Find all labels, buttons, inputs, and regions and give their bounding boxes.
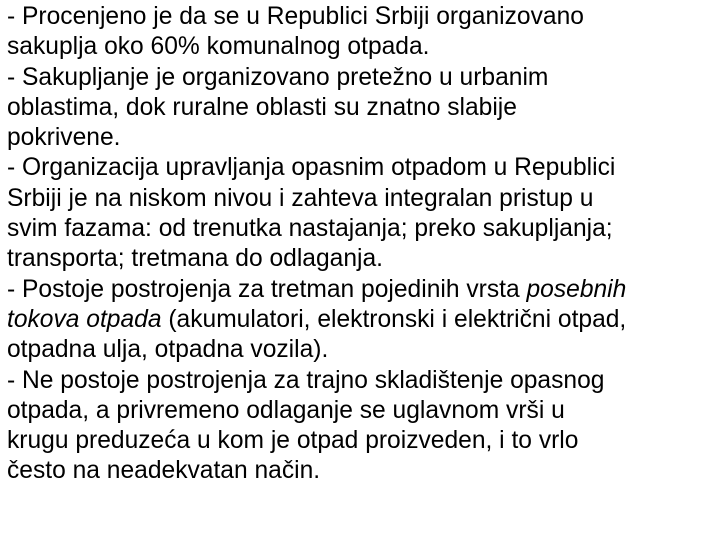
paragraph-hazardous-waste [7, 153, 719, 274]
paragraph-storage [7, 366, 719, 487]
text-line: često na neadekvatan način. [7, 457, 321, 485]
text-line: - Organizacija upravljanja opasnim otpadom u Republici [7, 154, 616, 182]
text-line: - Ne postoje postrojenja za trajno skladištenje opasnog [7, 366, 605, 394]
text-line: krugu preduzeća u kom je otpad proizveden, i to vrlo [7, 427, 579, 455]
text-line: otpadna ulja, otpadna vozila). [7, 336, 329, 364]
text-line: - Procenjeno je da se u Republici Srbiji organizovano [7, 3, 584, 30]
italic-term: posebnih [526, 275, 627, 303]
text-segment: - Postoje postrojenja za tretman pojedinih vrsta [7, 275, 527, 303]
text-line: svim fazama: od trenutka nastajanja; preko sakupljanja; [7, 215, 613, 243]
text-line: otpada, a privremeno odlaganje se uglavnom vrši u [7, 396, 565, 424]
text-line: pokrivene. [7, 124, 121, 152]
text-segment: (akumulatori, elektronski i električni otpad, [161, 305, 627, 333]
text-line: sakuplja oko 60% komunalnog otpada. [7, 33, 430, 61]
text-line: - Sakupljanje je organizovano pretežno u urbanim [7, 63, 549, 91]
text-line: oblastima, dok ruralne oblasti su znatno slabije [7, 93, 517, 121]
text-line [7, 305, 719, 335]
body-text [7, 2, 719, 487]
italic-term: tokova otpada [7, 305, 162, 333]
paragraph-treatment-facilities [7, 275, 719, 366]
text-line: Srbiji je na niskom nivou i zahteva integralan pristup u [7, 184, 594, 212]
text-line [7, 275, 719, 305]
paragraph-urban-rural [7, 63, 719, 154]
text-line: transporta; tretmana do odlaganja. [7, 245, 383, 273]
paragraph-collection-rate [7, 2, 719, 63]
